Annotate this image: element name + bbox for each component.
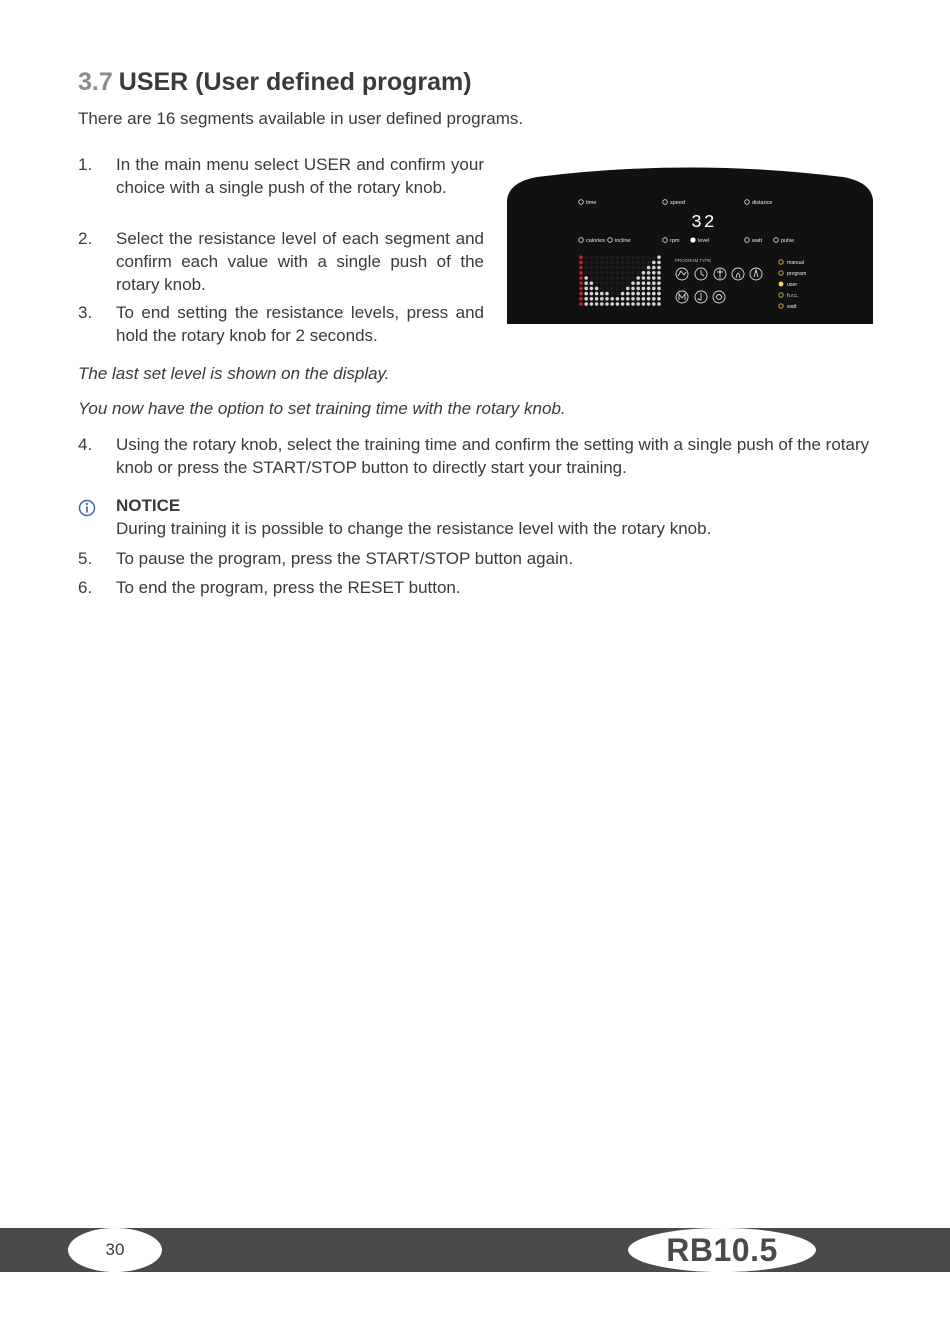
segment-dot <box>600 281 604 285</box>
segment-dot <box>595 281 599 285</box>
segment-dot <box>584 302 588 306</box>
segment-dot <box>626 287 630 291</box>
segment-dot <box>626 297 630 301</box>
segment-dot <box>642 266 646 270</box>
segment-dot <box>590 281 594 285</box>
segment-dot <box>652 276 656 280</box>
segment-dot <box>657 302 661 306</box>
segment-dot <box>647 292 651 296</box>
segment-dot <box>636 287 640 291</box>
segment-dot <box>657 292 661 296</box>
segment-dot <box>636 302 640 306</box>
segment-dot <box>647 266 651 270</box>
segment-dot <box>590 292 594 296</box>
segment-dot <box>600 292 604 296</box>
segment-dot <box>621 292 625 296</box>
panel-background <box>507 168 873 325</box>
segment-dot <box>579 297 583 301</box>
label-incline: incline <box>615 238 631 244</box>
segment-dot <box>600 287 604 291</box>
program-led-user <box>779 282 784 287</box>
segment-dot <box>590 276 594 280</box>
segment-dot <box>636 292 640 296</box>
segment-dot <box>657 281 661 285</box>
step-text: Using the rotary knob, select the training time and confirm the setting with a single push of the rotary knob or press the START/STOP button to directly start your training. <box>116 435 870 477</box>
notice-title: NOTICE <box>116 496 181 515</box>
segment-dot <box>605 297 609 301</box>
segment-dot <box>621 281 625 285</box>
segment-dot <box>647 271 651 275</box>
segment-dot <box>605 271 609 275</box>
segment-dot <box>595 261 599 265</box>
step-text: In the main menu select USER and confirm your choice with a single push of the rotary knob. <box>116 155 484 197</box>
step-number: 4. <box>78 435 93 454</box>
segment-dot <box>631 271 635 275</box>
segment-dot <box>647 297 651 301</box>
section-heading <box>78 68 472 97</box>
segment-dot <box>636 266 640 270</box>
label-distance: distance <box>752 200 773 206</box>
segment-dot <box>584 281 588 285</box>
segment-dot <box>584 271 588 275</box>
segment-dot <box>616 266 620 270</box>
segment-dot <box>584 276 588 280</box>
segment-dot <box>595 302 599 306</box>
segment-dot <box>636 261 640 265</box>
segment-dot <box>631 302 635 306</box>
segment-dot <box>616 297 620 301</box>
segment-dot <box>584 297 588 301</box>
program-watt: watt <box>787 304 797 310</box>
segment-dot <box>631 276 635 280</box>
step-number: 2. <box>78 229 93 248</box>
label-time: time <box>586 200 597 206</box>
segment-dot <box>600 302 604 306</box>
segment-dot <box>590 261 594 265</box>
segment-dot <box>610 297 614 301</box>
segment-dot <box>590 302 594 306</box>
segment-dot <box>584 287 588 291</box>
segment-dot <box>590 287 594 291</box>
segment-dot <box>631 297 635 301</box>
program-user: user <box>787 282 798 288</box>
segment-dot <box>595 276 599 280</box>
segment-dot <box>605 255 609 259</box>
segment-dot <box>605 276 609 280</box>
segment-dot <box>595 271 599 275</box>
step-number: 3. <box>78 303 93 322</box>
label-pulse: pulse <box>781 238 795 244</box>
program-hrc: h.r.c. <box>787 293 799 299</box>
step-text: To end setting the resistance levels, press and hold the rotary knob for 2 seconds. <box>116 303 484 345</box>
segment-dot <box>631 281 635 285</box>
segment-dot <box>626 266 630 270</box>
segment-dot <box>652 271 656 275</box>
segment-dot <box>642 297 646 301</box>
segment-dot <box>621 266 625 270</box>
segment-dot <box>610 271 614 275</box>
segment-dot <box>647 261 651 265</box>
label-speed: speed <box>670 200 685 206</box>
page-number: 30 <box>105 1240 125 1259</box>
segment-dot <box>616 276 620 280</box>
notice-text: During training it is possible to change the resistance level with the rotary knob. <box>116 519 712 538</box>
step-number: 1. <box>78 155 93 174</box>
segment-dot <box>584 292 588 296</box>
segment-dot <box>642 261 646 265</box>
program-program: program <box>787 271 807 277</box>
segment-dot <box>579 261 583 265</box>
segment-dot <box>647 276 651 280</box>
segment-dot <box>579 281 583 285</box>
segment-dot <box>642 276 646 280</box>
segment-dot <box>595 287 599 291</box>
segment-dot <box>652 255 656 259</box>
segment-dot <box>642 271 646 275</box>
segment-dot <box>642 302 646 306</box>
segment-dot <box>657 287 661 291</box>
segment-dot <box>652 266 656 270</box>
segment-dot <box>631 292 635 296</box>
segment-dot <box>626 281 630 285</box>
segment-dot <box>652 261 656 265</box>
intro-text: There are 16 segments available in user defined programs. <box>78 109 524 128</box>
segment-dot <box>621 271 625 275</box>
segment-dot <box>636 281 640 285</box>
step-number: 6. <box>78 578 93 597</box>
segment-dot <box>642 292 646 296</box>
segment-dot <box>579 302 583 306</box>
segment-dot <box>605 266 609 270</box>
segment-dot <box>579 255 583 259</box>
segment-dot <box>636 271 640 275</box>
note-last-level: The last set level is shown on the display. <box>78 364 390 383</box>
segment-dot <box>605 292 609 296</box>
segment-dot <box>621 287 625 291</box>
segment-dot <box>647 302 651 306</box>
segment-dot <box>616 281 620 285</box>
segment-dot <box>647 281 651 285</box>
segment-dot <box>652 302 656 306</box>
segment-dot <box>595 297 599 301</box>
segment-dot <box>579 266 583 270</box>
segment-dot <box>616 287 620 291</box>
segment-dot <box>605 287 609 291</box>
segment-dot <box>605 302 609 306</box>
segment-dot <box>584 266 588 270</box>
model-name: RB10.5 <box>666 1232 778 1268</box>
section-number: 3.7 <box>78 68 113 96</box>
segment-dot <box>621 261 625 265</box>
segment-dot <box>610 276 614 280</box>
segment-dot <box>631 261 635 265</box>
segment-dot <box>610 292 614 296</box>
segment-dot <box>600 276 604 280</box>
segment-dot <box>652 297 656 301</box>
segment-dot <box>652 281 656 285</box>
label-program-type: PROGRAM TYPE <box>675 258 712 263</box>
segment-dot <box>657 266 661 270</box>
segment-dot <box>657 297 661 301</box>
segment-dot <box>610 266 614 270</box>
segment-dot <box>595 292 599 296</box>
level-readout: 32 <box>691 213 717 233</box>
segment-dot <box>631 287 635 291</box>
segment-dot <box>600 297 604 301</box>
segment-dot <box>626 302 630 306</box>
segment-dot <box>590 255 594 259</box>
segment-dot <box>616 302 620 306</box>
segment-dot <box>595 266 599 270</box>
segment-dot <box>642 287 646 291</box>
segment-dot <box>579 292 583 296</box>
segment-dot <box>631 255 635 259</box>
segment-dot <box>600 266 604 270</box>
segment-dot <box>652 287 656 291</box>
segment-dot <box>657 255 661 259</box>
segment-dot <box>579 276 583 280</box>
label-watt: watt <box>752 238 763 244</box>
segment-dot <box>600 271 604 275</box>
segment-dot <box>590 271 594 275</box>
segment-dot <box>657 276 661 280</box>
segment-dot <box>657 271 661 275</box>
segment-dot <box>626 292 630 296</box>
segment-dot <box>647 255 651 259</box>
segment-dot <box>616 292 620 296</box>
segment-dot <box>647 287 651 291</box>
segment-dot <box>636 276 640 280</box>
label-level: level <box>698 238 710 244</box>
segment-dot <box>579 287 583 291</box>
program-manual: manual <box>787 260 805 266</box>
segment-dot <box>605 261 609 265</box>
segment-dot <box>636 255 640 259</box>
segment-dot <box>626 271 630 275</box>
segment-dot <box>642 281 646 285</box>
segment-dot <box>621 255 625 259</box>
step-text: To pause the program, press the START/STOP button again. <box>116 549 574 568</box>
segment-dot <box>579 271 583 275</box>
segment-dot <box>642 255 646 259</box>
segment-dot <box>616 271 620 275</box>
label-rpm: rpm <box>670 238 680 244</box>
segment-dot <box>626 276 630 280</box>
label-calories: calories <box>586 238 605 244</box>
segment-dot <box>621 297 625 301</box>
segment-dot <box>621 276 625 280</box>
section-title: USER (User defined program) <box>118 68 472 96</box>
segment-dot <box>600 261 604 265</box>
segment-dot <box>610 255 614 259</box>
segment-dot <box>636 297 640 301</box>
segment-dot <box>584 255 588 259</box>
segment-dot <box>590 297 594 301</box>
segment-dot <box>626 255 630 259</box>
segment-dot <box>610 261 614 265</box>
segment-dot <box>610 287 614 291</box>
segment-dot <box>616 261 620 265</box>
segment-dot <box>610 281 614 285</box>
segment-dot <box>610 302 614 306</box>
console-display-panel <box>507 160 873 324</box>
segment-dot <box>605 281 609 285</box>
segment-dot <box>616 255 620 259</box>
segment-dot <box>631 266 635 270</box>
segment-dot <box>595 255 599 259</box>
step-text: Select the resistance level of each segment and confirm each value with a single push of the rotary knob. <box>116 229 484 294</box>
step-number: 5. <box>78 549 93 568</box>
info-icon <box>78 499 96 517</box>
indicator-level <box>690 237 695 242</box>
segment-dot <box>652 292 656 296</box>
note-training-time: You now have the option to set training time with the rotary knob. <box>78 399 566 418</box>
step-text: To end the program, press the RESET button. <box>116 578 461 597</box>
segment-dot <box>600 255 604 259</box>
segment-dot <box>590 266 594 270</box>
segment-dot <box>584 261 588 265</box>
segment-dot <box>621 302 625 306</box>
segment-dot <box>657 261 661 265</box>
segment-dot <box>626 261 630 265</box>
